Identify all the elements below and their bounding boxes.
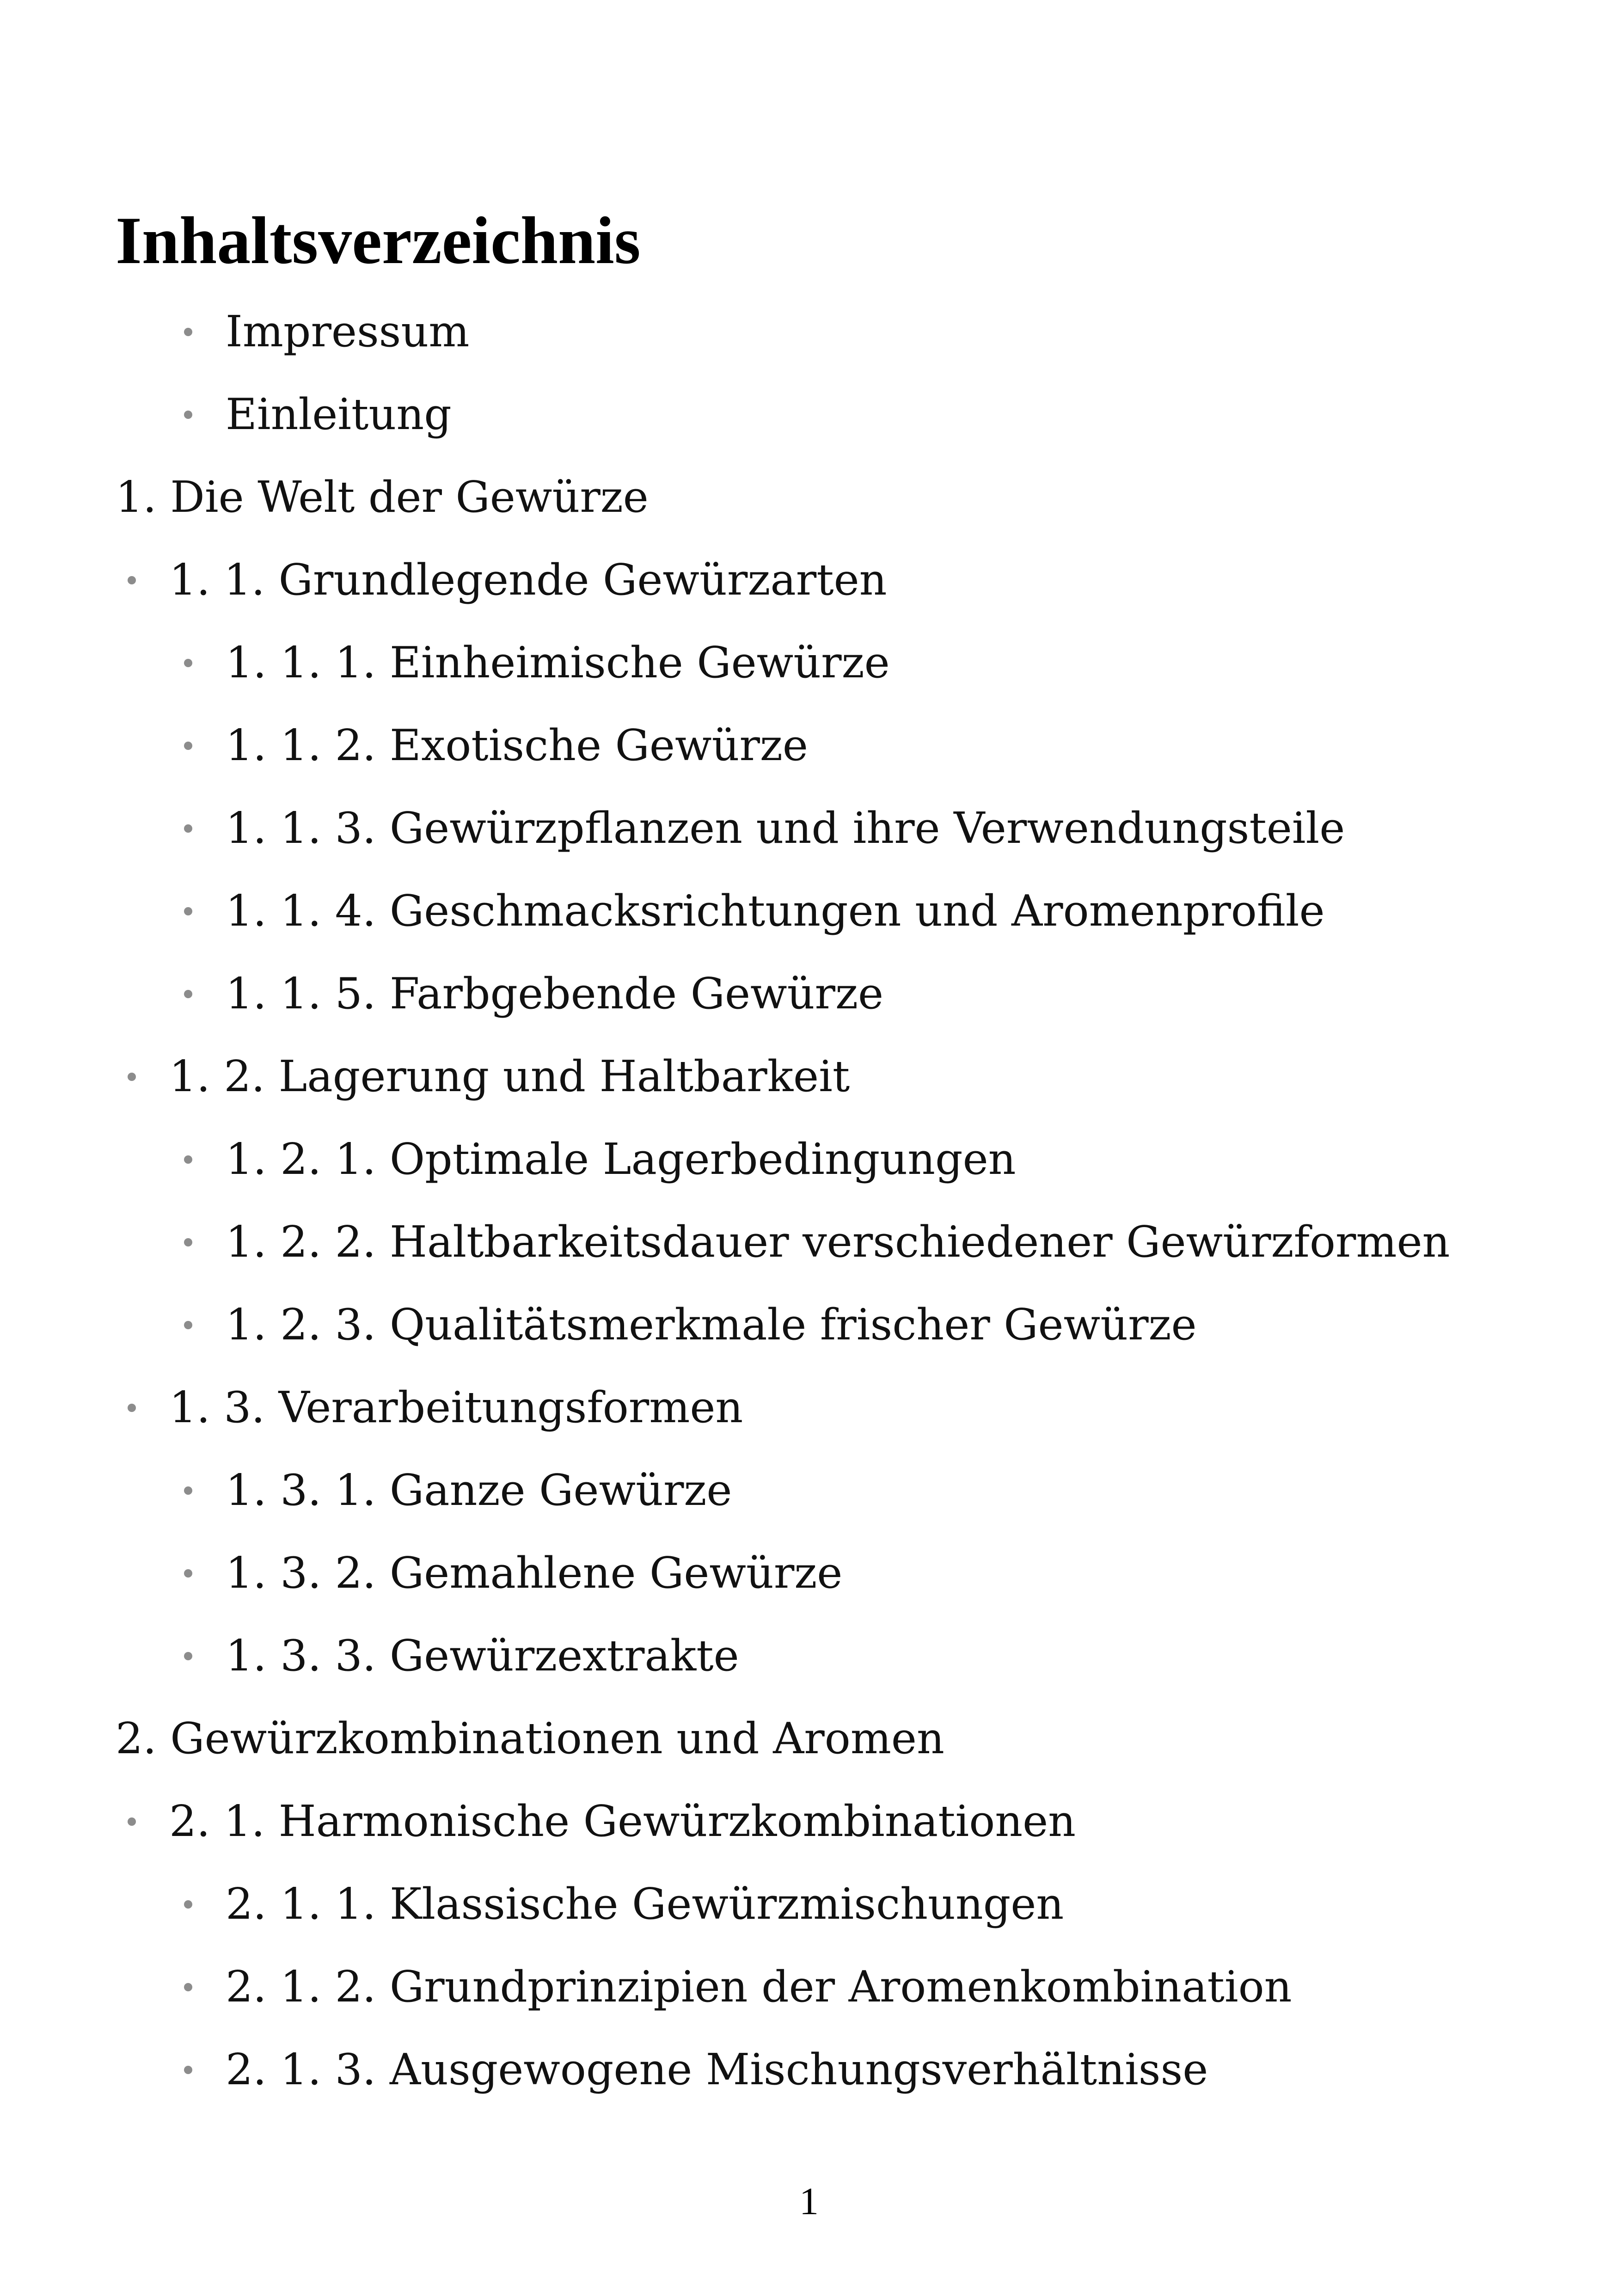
toc-entry-label: Impressum	[226, 307, 470, 356]
toc-entry-label: 1. 3. 3. Gewürzextrakte	[226, 1631, 739, 1681]
toc-entry-label: 2. 1. Harmonische Gewürzkombinationen	[169, 1796, 1076, 1846]
toc-entry[interactable]	[0, 1780, 1618, 1863]
toc-entry-label: 1. 1. 1. Einheimische Gewürze	[226, 638, 890, 688]
toc-entry[interactable]	[0, 1946, 1618, 2028]
toc-entry-label: 2. Gewürzkombinationen und Aromen	[116, 1713, 944, 1763]
toc-entry[interactable]	[0, 1118, 1618, 1201]
toc-entry[interactable]	[0, 1283, 1618, 1366]
toc-entry-label: 1. 3. 2. Gemahlene Gewürze	[226, 1548, 843, 1598]
toc-entry-label: 1. 1. 2. Exotische Gewürze	[226, 720, 808, 770]
bullet-icon	[128, 1404, 136, 1412]
bullet-icon	[128, 1817, 136, 1826]
toc-entry[interactable]	[0, 952, 1618, 1035]
toc-entry-label: 1. 2. 3. Qualitätsmerkmale frischer Gewürze	[226, 1300, 1197, 1350]
toc-entry-label: 1. 1. Grundlegende Gewürzarten	[169, 555, 887, 605]
bullet-icon	[184, 1238, 192, 1246]
toc-entry-label: Einleitung	[226, 389, 452, 439]
bullet-icon	[184, 2066, 192, 2074]
toc-entry-label: 1. 2. 1. Optimale Lagerbedingungen	[226, 1134, 1016, 1184]
toc-entry[interactable]	[0, 290, 1618, 373]
toc-entry-label: 1. 1. 4. Geschmacksrichtungen und Aromenprofile	[226, 886, 1325, 936]
toc-entry[interactable]	[0, 456, 1618, 539]
bullet-icon	[184, 1569, 192, 1578]
toc-entry[interactable]	[0, 1035, 1618, 1118]
bullet-icon	[184, 411, 192, 419]
bullet-icon	[184, 1983, 192, 1991]
toc-entry-label: 1. 3. Verarbeitungsformen	[169, 1382, 743, 1432]
bullet-icon	[184, 659, 192, 667]
page-title: Inhaltsverzeichnis	[116, 203, 641, 278]
bullet-icon	[184, 990, 192, 998]
bullet-icon	[184, 1155, 192, 1164]
toc-entry[interactable]	[0, 1449, 1618, 1532]
toc-entry-label: 2. 1. 3. Ausgewogene Mischungsverhältnisse	[226, 2044, 1208, 2094]
toc-entry[interactable]	[0, 1863, 1618, 1946]
toc-entry[interactable]	[0, 539, 1618, 621]
toc-entry-label: 1. 1. 3. Gewürzpflanzen und ihre Verwendungsteile	[226, 803, 1345, 853]
toc-entry-label: 2. 1. 2. Grundprinzipien der Aromenkombination	[226, 1962, 1292, 2012]
toc-entry[interactable]	[0, 870, 1618, 952]
bullet-icon	[184, 1652, 192, 1660]
bullet-icon	[184, 1486, 192, 1495]
bullet-icon	[128, 576, 136, 584]
bullet-icon	[184, 824, 192, 833]
toc-entry-label: 1. 2. 2. Haltbarkeitsdauer verschiedener Gewürzformen	[226, 1217, 1450, 1267]
toc-entry[interactable]	[0, 2028, 1618, 2111]
toc-entry[interactable]	[0, 1615, 1618, 1697]
toc-entry-label: 1. 1. 5. Farbgebende Gewürze	[226, 969, 884, 1019]
toc-entry[interactable]	[0, 787, 1618, 870]
page-number: 1	[799, 2180, 819, 2223]
toc-entry-label: 2. 1. 1. Klassische Gewürzmischungen	[226, 1879, 1064, 1929]
toc-entry-label: 1. 2. Lagerung und Haltbarkeit	[169, 1051, 850, 1101]
bullet-icon	[128, 1073, 136, 1081]
toc-entry[interactable]	[0, 704, 1618, 787]
bullet-icon	[184, 328, 192, 336]
toc-entry[interactable]	[0, 1697, 1618, 1780]
toc-entry[interactable]	[0, 1366, 1618, 1449]
table-of-contents	[0, 290, 1618, 2111]
toc-entry[interactable]	[0, 373, 1618, 456]
bullet-icon	[184, 742, 192, 750]
toc-entry-label: 1. 3. 1. Ganze Gewürze	[226, 1465, 732, 1515]
bullet-icon	[184, 1900, 192, 1909]
bullet-icon	[184, 1321, 192, 1329]
toc-entry[interactable]	[0, 1532, 1618, 1615]
toc-entry-label: 1. Die Welt der Gewürze	[116, 472, 649, 522]
toc-entry[interactable]	[0, 1201, 1618, 1283]
bullet-icon	[184, 907, 192, 915]
toc-entry[interactable]	[0, 621, 1618, 704]
